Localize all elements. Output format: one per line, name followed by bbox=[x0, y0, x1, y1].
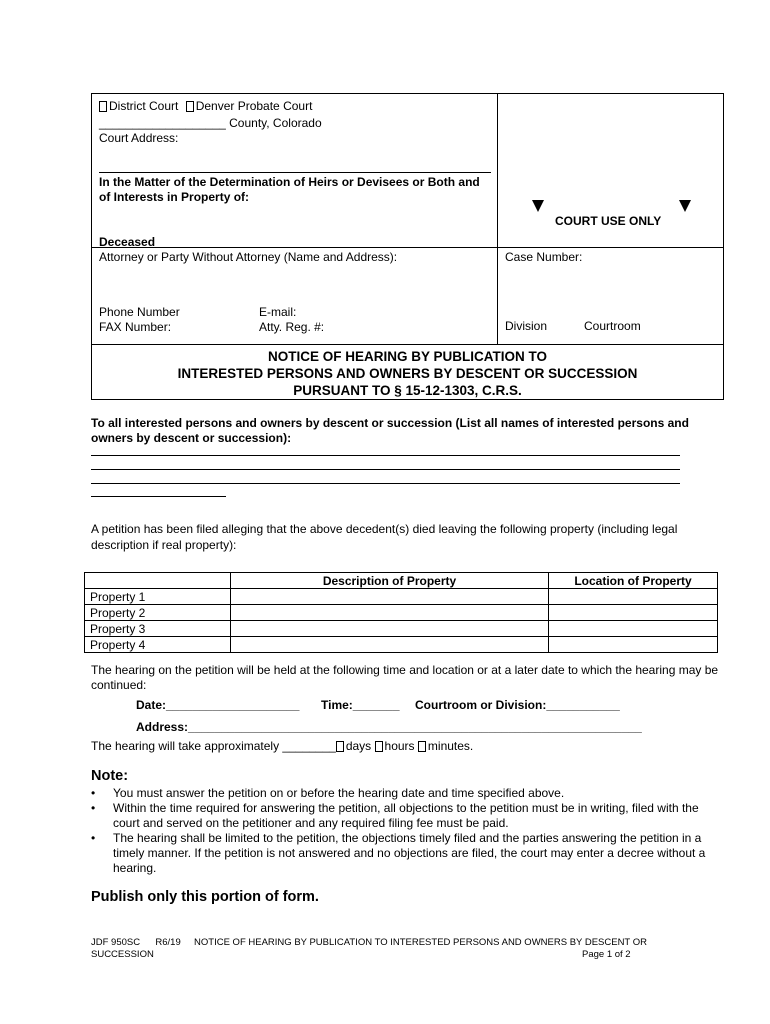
matter-title: In the Matter of the Determination of Heirs or Devisees or Both and of Interests in Property of: bbox=[99, 175, 480, 204]
note-heading: Note: bbox=[91, 768, 129, 784]
email-label: E-mail: bbox=[259, 305, 297, 319]
table-row bbox=[85, 637, 718, 653]
table-header-blank bbox=[85, 573, 231, 589]
description-cell[interactable] bbox=[231, 621, 549, 637]
names-line[interactable] bbox=[91, 455, 680, 456]
list-item: • Within the time required for answering the petition, all objections to the petition must be in writing, filed with the court and served on the petitioner and any required filing fee must be paid. bbox=[91, 801, 725, 831]
court-options bbox=[99, 99, 312, 113]
caption-vertical-divider bbox=[497, 93, 498, 345]
hours-label: hours bbox=[384, 739, 415, 753]
footer bbox=[91, 937, 691, 961]
footer-title-continued: SUCCESSION bbox=[91, 949, 154, 960]
table-row bbox=[85, 621, 718, 637]
description-cell[interactable] bbox=[231, 605, 549, 621]
list-item: • The hearing shall be limited to the petition, the objections timely filed and the parties answering the petition in a timely manner. If the petition is not answered and no objections are filed, the court may enter a decree without a hearing. bbox=[91, 831, 725, 876]
probate-court-label: Denver Probate Court bbox=[195, 99, 313, 113]
hearing-courtroom-field[interactable]: Courtroom or Division:___________ bbox=[415, 698, 620, 712]
footer-page-number: Page 1 of 2 bbox=[582, 949, 631, 960]
table-header-row bbox=[85, 573, 718, 589]
property-label: Property 2 bbox=[85, 605, 231, 621]
days-checkbox[interactable] bbox=[336, 741, 344, 752]
hearing-time-field[interactable]: Time:_______ bbox=[321, 698, 400, 712]
form-title-line1: NOTICE OF HEARING BY PUBLICATION TO bbox=[267, 349, 547, 364]
court-use-only: COURT USE ONLY bbox=[555, 214, 662, 228]
division-label: Division bbox=[505, 319, 548, 333]
publish-instruction: Publish only this portion of form. bbox=[91, 889, 319, 905]
table-row bbox=[85, 605, 718, 621]
to-all-text: To all interested persons and owners by descent or succession (List all names of interested persons and owners by descent or succession): bbox=[91, 416, 689, 445]
down-arrow-icon bbox=[532, 200, 544, 212]
footer-title: NOTICE OF HEARING BY PUBLICATION TO INTERESTED PERSONS AND OWNERS BY DESCENT OR bbox=[194, 937, 647, 948]
note-list bbox=[91, 786, 725, 876]
probate-court-checkbox[interactable] bbox=[186, 101, 194, 112]
hearing-address-field[interactable]: Address:____________________________________________________________________ bbox=[136, 720, 642, 734]
property-label: Property 1 bbox=[85, 589, 231, 605]
property-table bbox=[84, 572, 718, 653]
footer-revision: R6/19 bbox=[155, 937, 181, 948]
description-cell[interactable] bbox=[231, 589, 549, 605]
petition-text: A petition has been filed alleging that the above decedent(s) died leaving the following property (including legal description if real property): bbox=[91, 522, 678, 552]
names-line[interactable] bbox=[91, 483, 680, 484]
case-number-label: Case Number: bbox=[505, 250, 583, 264]
property-label: Property 3 bbox=[85, 621, 231, 637]
minutes-checkbox[interactable] bbox=[418, 741, 426, 752]
court-address-line[interactable] bbox=[99, 172, 491, 173]
fax-label: FAX Number: bbox=[99, 320, 172, 334]
down-arrow-icon bbox=[679, 200, 691, 212]
days-label: days bbox=[345, 739, 372, 753]
names-line[interactable] bbox=[91, 469, 680, 470]
hearing-date-field[interactable]: Date:____________________ bbox=[136, 698, 300, 712]
property-label: Property 4 bbox=[85, 637, 231, 653]
deceased-label: Deceased bbox=[99, 235, 156, 249]
location-header: Location of Property bbox=[549, 573, 718, 589]
description-cell[interactable] bbox=[231, 637, 549, 653]
hearing-intro: The hearing on the petition will be held at the following time and location or at a later date to which the hearing may be continued: bbox=[91, 663, 719, 692]
district-court-label: District Court bbox=[109, 99, 179, 113]
description-header: Description of Property bbox=[231, 573, 549, 589]
form-title-line3: PURSUANT TO § 15-12-1303, C.R.S. bbox=[293, 383, 522, 398]
location-cell[interactable] bbox=[549, 589, 718, 605]
atty-reg-label: Atty. Reg. #: bbox=[259, 320, 325, 334]
phone-label: Phone Number bbox=[99, 305, 180, 319]
form-title bbox=[91, 348, 724, 399]
court-address-label: Court Address: bbox=[99, 131, 179, 145]
footer-form-id: JDF 950SC bbox=[91, 937, 141, 948]
location-cell[interactable] bbox=[549, 605, 718, 621]
form-title-line2: INTERESTED PERSONS AND OWNERS BY DESCENT OR SUCCESSION bbox=[177, 366, 638, 381]
caption-horizontal-divider bbox=[91, 247, 724, 248]
attorney-label: Attorney or Party Without Attorney (Name and Address): bbox=[99, 250, 398, 264]
list-item: • You must answer the petition on or before the hearing date and time specified above. bbox=[91, 786, 725, 801]
minutes-label: minutes. bbox=[427, 739, 474, 753]
duration-label[interactable]: The hearing will take approximately ________ bbox=[91, 739, 336, 753]
table-row bbox=[85, 589, 718, 605]
hearing-duration bbox=[91, 739, 473, 753]
hours-checkbox[interactable] bbox=[375, 741, 383, 752]
location-cell[interactable] bbox=[549, 621, 718, 637]
names-line[interactable] bbox=[91, 496, 226, 497]
location-cell[interactable] bbox=[549, 637, 718, 653]
courtroom-label: Courtroom bbox=[584, 319, 641, 333]
county-line[interactable]: ___________________ County, Colorado bbox=[99, 116, 322, 130]
district-court-checkbox[interactable] bbox=[99, 101, 107, 112]
